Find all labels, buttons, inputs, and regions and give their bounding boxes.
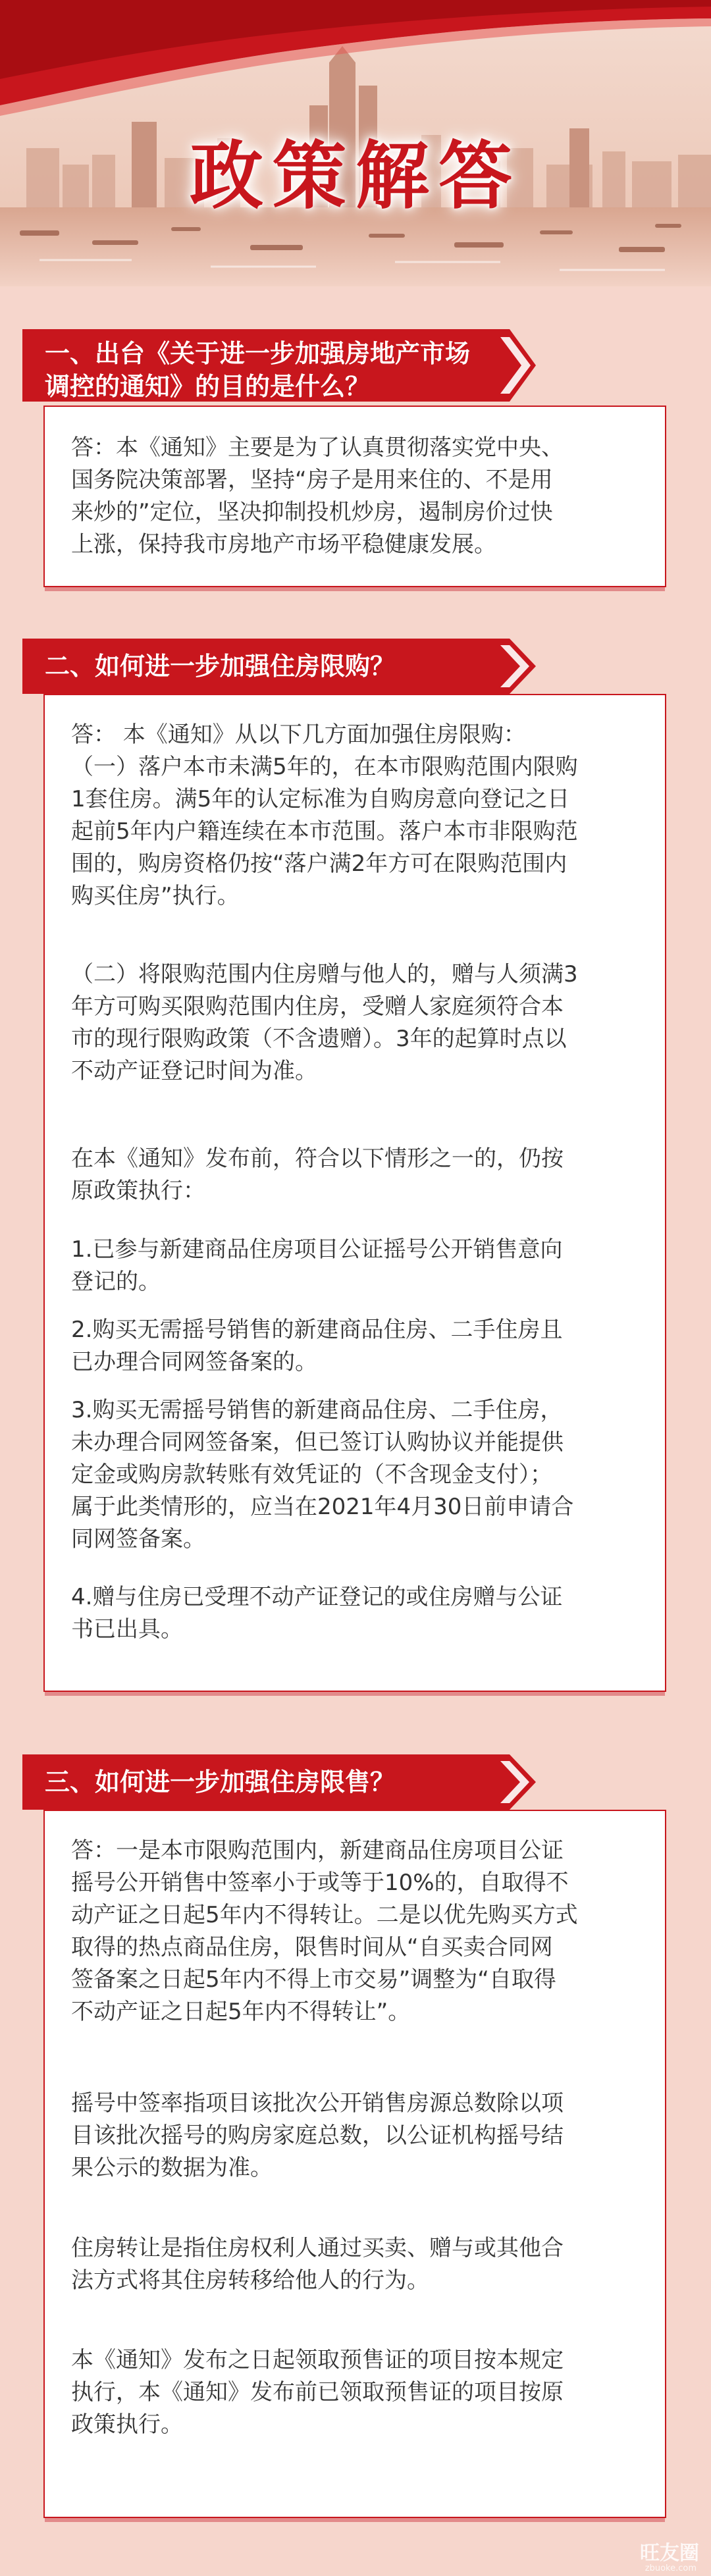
watermark-logo: 旺友圈 [640,2542,699,2565]
answer-paragraph: 本《通知》发布之日起领取预售证的项目按本规定 执行，本《通知》发布前已领取预售证的项目按原 政策执行。 [71,2347,564,2438]
section-3 [0,1754,711,2544]
watermark-url: zbuoke.com [645,2563,697,2573]
answer-paragraph: 答：一是本市限购范围内，新建商品住房项目公证 摇号公开销售中签率小于或等于10%的，自取得不 动产证之日起5年内不得转让。二是以优先购买方式 取得的热点商品住房，限售时间从“自买卖合同网 签备案之日起5年内不得上市交易”调整为“自取得 不动产证之日起5年内不得转让”。 [71,1837,578,2025]
answer-paragraph: （二）将限购范围内住房赠与他人的，赠与人须满3 年方可购买限购范围内住房，受赠人家庭须符合本 市的现行限购政策（不含遗赠）。3年的起算时点以 不动产证登记时间为准。 [71,961,578,1084]
answer-box-2 [43,694,666,1692]
section-2 [0,639,711,1718]
hero-banner [0,0,711,286]
answer-paragraph: 在本《通知》发布前，符合以下情形之一的，仍按 原政策执行： [71,1145,564,1204]
question-text: 一、出台《关于进一步加强房地产市场 调控的通知》的目的是什么？ [45,339,471,401]
answer-paragraph: 1.已参与新建商品住房项目公证摇号公开销售意向 登记的。 [71,1236,563,1295]
question-banner-1 [22,329,536,402]
answer-paragraph: 答： 本《通知》从以下几方面加强住房限购： （一）落户本市未满5年的，在本市限购范围内限购 1套住房。满5年的认定标准为自购房意向登记之日 起前5年内户籍连续在本市范围。落户本市非限购范 围的，购房资格仍按“落户满2年方可在限购范围内 购买住房”执行。 [71,722,578,909]
answer-paragraph: 答：本《通知》主要是为了认真贯彻落实党中央、 国务院决策部署，坚持“房子是用来住的、不是用 来炒的”定位，坚决抑制投机炒房，遏制房价过快 上涨，保持我市房地产市场平稳健康发展。 [71,434,564,558]
question-text: 二、如何进一步加强住房限购？ [45,652,396,681]
answer-paragraph: 摇号中签率指项目该批次公开销售房源总数除以项 目该批次摇号的购房家庭总数，以公证机构摇号结 果公示的数据为准。 [71,2090,564,2181]
section-1 [0,329,711,606]
answer-box-3 [43,1810,666,2518]
answer-box-1 [43,406,666,587]
question-text: 三、如何进一步加强住房限售？ [45,1768,396,1797]
answer-paragraph: 3.购买无需摇号销售的新建商品住房、二手住房， 未办理合同网签备案，但已签订认购协议并能提供 定金或购房款转账有效凭证的（不含现金支付）； 属于此类情形的，应当在2021年4月30日前申请合 同网签备案。 [71,1397,574,1552]
answer-paragraph: 2.购买无需摇号销售的新建商品住房、二手住房且 已办理合同网签备案的。 [71,1317,563,1375]
answer-paragraph: 住房转让是指住房权利人通过买卖、赠与或其他合 法方式将其住房转移给他人的行为。 [71,2235,564,2294]
question-banner-2 [22,639,536,694]
question-banner-3 [22,1754,536,1810]
answer-paragraph: 4.赠与住房已受理不动产证登记的或住房赠与公证 书已出具。 [71,1584,563,1643]
page-title: 政策解答 [190,134,521,219]
